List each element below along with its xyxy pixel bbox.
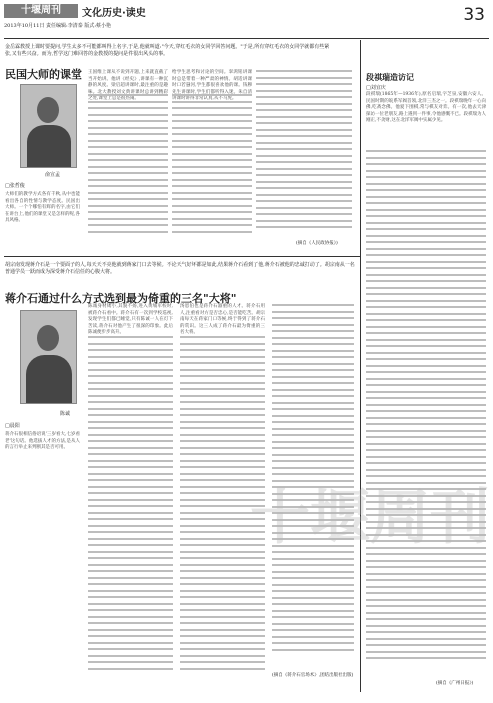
sidebar-source: (摘自《广州日报》) (436, 681, 474, 686)
sidebar-title: 段祺瑞造访记 (366, 73, 414, 82)
issue-meta: 2013年10月11日 责任编辑:李清泰 版式:蔡小艳 (4, 23, 111, 29)
article2-body-col1: 陈诚身材矮小,其貌不扬,进入黄埔军校时,被蒋介石看中。蒋介石有一次到学校巡视,发现学生们都已睡觉,只有陈诚一人在灯下苦读,蒋介石对他产生了很深的印象。此后陈诚便步步高升。 (88, 304, 173, 335)
article2-source: (摘自《蒋介石官场术》,团结出版社出版) (272, 673, 354, 678)
article1-intro: 大师们的教学方式各有千秋,从中也能看出各自的性情与教学态度。民国出大师。一个个哪怕有辉的名字,由它们在讲台上,他们的课堂又是怎样的呢,各具风格。 (5, 192, 80, 223)
photo1-caption: 俞宣孟 (45, 172, 61, 178)
section-title: 文化历史·读史 (82, 8, 146, 19)
article1-body-col2: 给学生思考和讨论的空间。辜鸿铭讲课时总是带着一种严肃的神情。胡适讲课时口若悬河,学生都很喜欢他的课。钱穆先生讲课时,学生们都听得入迷。朱自清讲课时讲得非常认真,从不马虎。 (172, 70, 252, 101)
article1-col2-textlines (172, 94, 252, 237)
article2-lead: 胡宗南发现蒋介石是一个要面子的人,每天天不亮他就到蒋家门口去等候。不论天气好坏都是如此,结果蒋介石看到了他,蒋介石被他的忠诚打动了。胡宗南从一名普通学员一跃而成为深受蒋介石信任的心腹大将。 (5, 262, 355, 275)
page-number: 33 (463, 5, 485, 25)
article1-author: □张哲俊 (5, 183, 25, 189)
article2-col1-textlines (88, 336, 173, 674)
article1-body-col1: 王国维上课从不说到开题,上来就直截了当开始讲。他讲《经史》,讲课有一种沉静的风度。梁启超讲课时,最注重的是趣味。北大教授刘文典讲课时总讲到精彩之处,课堂上总是很热闹。 (88, 70, 168, 101)
article1-col3-textlines (256, 70, 352, 233)
portrait-photo-2 (20, 310, 77, 404)
portrait-photo-1 (20, 84, 77, 168)
photo2-caption: 陈诚 (60, 411, 71, 417)
sidebar-article (366, 40, 488, 692)
article2-author: □晨阳 (5, 423, 20, 429)
article2-body-col2: 汤恩伯也是蒋介石器重的人才。蒋介石用人,注重看对方是否忠心,是否能吃苦。胡宗南每天在蒋家门口等候,终于得到了蒋介石的赏识。这三人成了蒋介石最为倚重的三名大将。 (180, 304, 265, 335)
sidebar-body: 段祺瑞(1865年—1936年),原名启瑞,字芝泉,安徽六安人。民国时期的皖系军阀首领,北洋三杰之一。段祺瑞晚年一心向佛,吃斋念佛。他爱下围棋,常与棋友对弈。有一次,他去天津探访一位老朋友,路上遇到一件事,令他感慨不已。段祺瑞为人刚正,不贪财,这在北洋军阀中实属少见。 (366, 92, 486, 123)
article1-col1-textlines (88, 94, 168, 237)
header-rule (4, 38, 489, 39)
watermark: 十堰周刊 (250, 483, 490, 553)
article1-title: 民国大师的课堂 (5, 68, 82, 81)
sidebar-textlines (366, 150, 486, 664)
article1-lead: 金岳霖教授上课时要提问,学生太多不可能都叫得上名字,于是,他就叫道:"今天,穿红毛衣的女同学回答问题。"于是,所有穿红毛衣的女同学就都有些紧张,又有些兴奋。而为,哲学这门难回答的金教授的提问是件很出风头的事。 (5, 44, 330, 57)
article2-intro: 蒋介石很相信俗语说'三岁看大,七岁看老'这句话。他选拔人才的方法,是从人的言行举止来判断其是否可用。 (5, 432, 80, 450)
article-divider (4, 256, 360, 257)
sidebar-author: □刘宜庆 (366, 85, 386, 91)
article1-source: (摘自《人民政协报》) (296, 241, 338, 246)
masthead-logo: 十堰周刊 (4, 4, 78, 18)
article2-title: 蒋介石通过什么方式选到最为倚重的三名"大将" (5, 292, 237, 305)
column-divider (360, 40, 361, 692)
page-header (0, 0, 493, 38)
